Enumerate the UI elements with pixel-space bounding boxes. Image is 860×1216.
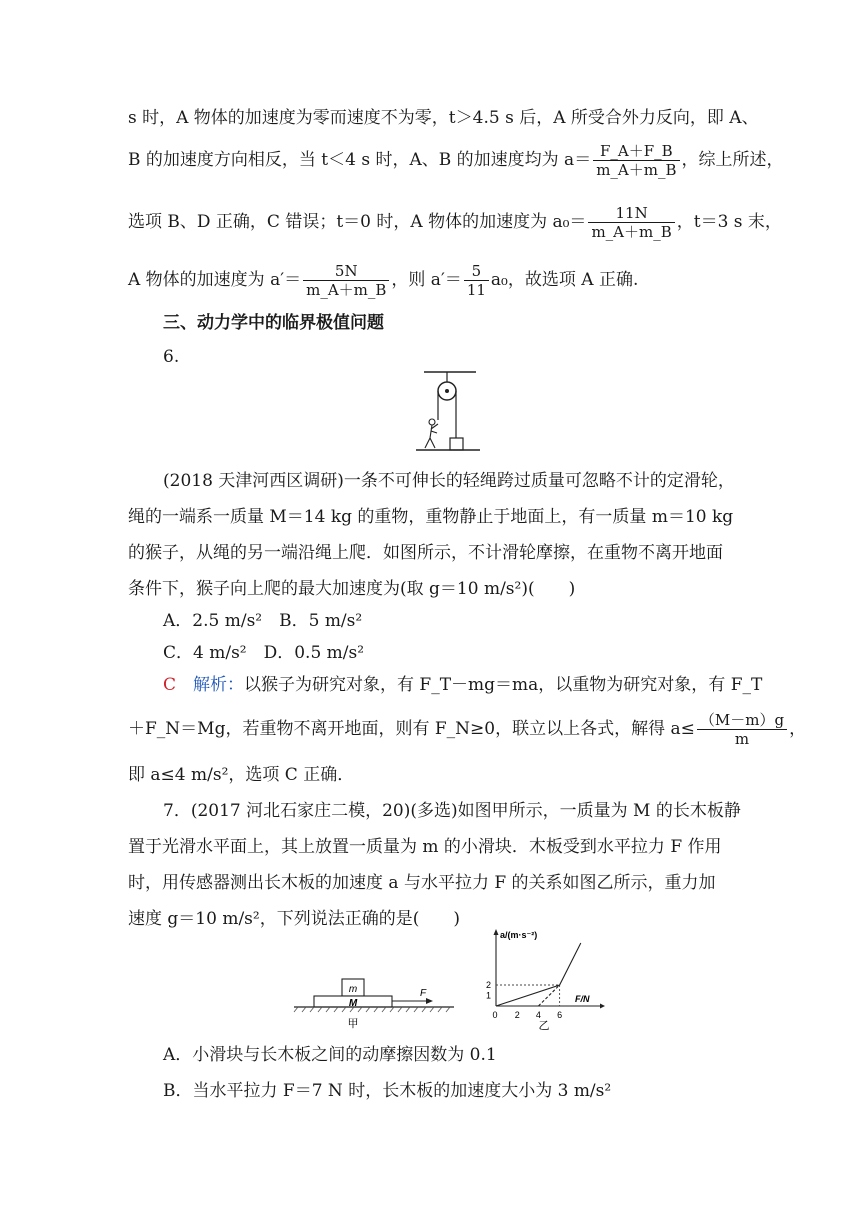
x-axis-arrow: [600, 1004, 605, 1009]
analysis-label: 解析：: [193, 675, 245, 695]
x-tick-label: 6: [557, 1010, 563, 1020]
question-6-options-cd: C．4 m/s² D．0.5 m/s²: [163, 643, 365, 663]
block-label-M: M: [348, 998, 358, 1009]
block-label-m: m: [348, 984, 358, 995]
question-6-stem-2: 绳的一端系一质量 M＝14 kg 的重物，重物静止于地面上，有一质量 m＝10 kg: [128, 507, 734, 527]
figure-jia: [290, 972, 460, 1034]
pulley-monkey-figure: [410, 368, 490, 456]
y-axis-label: a/(m·s⁻²): [500, 930, 538, 940]
question-6-solution-3: 即 a≤4 m/s²，选项 C 正确．: [128, 765, 355, 785]
section-heading: 三、动力学中的临界极值问题: [163, 313, 384, 333]
question-7-stem-4: 速度 g＝10 m/s²，下列说法正确的是( ): [128, 909, 460, 929]
answer-letter: C: [163, 675, 177, 695]
x-tick-label: 2: [514, 1010, 520, 1020]
question-6-options-ab: A．2.5 m/s² B．5 m/s²: [163, 611, 363, 631]
fraction: $\frac{5}{11}$: [464, 262, 489, 299]
question-7-option-a: A．小滑块与长木板之间的动摩擦因数为 0.1: [163, 1045, 497, 1065]
question-7-stem-3: 时，用传感器测出长木板的加速度 a 与水平拉力 F 的关系如图乙所示，重力加: [128, 873, 716, 893]
para-line-3: 选项 B、D 正确，C 错误；t＝0 时，A 物体的加速度为 a₀＝ $\frac{11N}{m\_A+m\_B}$ ，t＝3 s 末，: [128, 204, 782, 241]
question-6-stem-3: 的猴子，从绳的另一端沿绳上爬．如图所示，不计滑轮摩擦，在重物不离开地面: [128, 543, 723, 563]
question-7-stem-2: 置于光滑水平面上，其上放置一质量为 m 的小滑块．木板受到水平拉力 F 作用: [128, 837, 722, 857]
question-6-stem-4: 条件下，猴子向上爬的最大加速度为(取 g＝10 m/s²)( ): [128, 579, 576, 599]
question-6-stem-1: (2018 天津河西区调研)一条不可伸长的轻绳跨过质量可忽略不计的定滑轮，: [163, 471, 735, 491]
y-tick-label: 1: [485, 990, 491, 1001]
question-6-solution-1: C 解析：以猴子为研究对象，有 F_T－mg＝ma，以重物为研究对象，有 F_T: [163, 675, 763, 695]
question-6-solution-2: ＋F_N＝Mg，若重物不离开地面，则有 F_N≥0，联立以上各式，解得 a≤ $\frac{(M-m)g}{m}$ ，: [128, 711, 807, 748]
para-line-2: B 的加速度方向相反，当 t＜4 s 时，A、B 的加速度均为 a＝ $\frac{F\_A+F\_B}{m\_A+m\_B}$ ，综上所述，: [128, 142, 784, 179]
x-tick-label: 4: [535, 1010, 541, 1020]
fraction: $\frac{11N}{m\_A+m\_B}$: [588, 204, 674, 241]
question-7-option-b: B．当水平拉力 F＝7 N 时，长木板的加速度大小为 3 m/s²: [163, 1081, 612, 1101]
x-axis-label: F/N: [575, 994, 590, 1004]
para-line-1: s 时，A 物体的加速度为零而速度不为零，t＞4.5 s 后，A 所受合外力反向，即 A、: [128, 108, 759, 128]
origin-label: 0: [492, 1010, 498, 1020]
force-label: F: [420, 988, 427, 999]
fraction: $\frac{(M-m)g}{m}$: [697, 711, 787, 748]
figure-yi-caption: 乙: [538, 1020, 550, 1032]
fraction: $\frac{5N}{m\_A+m\_B}$: [303, 262, 389, 299]
question-7-stem-1: 7．(2017 河北石家庄二模，20)(多选)如图甲所示，一质量为 M 的长木板静: [163, 801, 741, 821]
y-axis-arrow: [494, 929, 499, 935]
fraction: $\frac{F\_A+F\_B}{m\_A+m\_B}$: [593, 142, 679, 179]
para-line-4: A 物体的加速度为 a′＝ $\frac{5N}{m\_A+m\_B}$ ，则 a′＝ $\frac{5}{11}$ a₀，故选项 A 正确.: [128, 262, 639, 299]
question-6-number: 6.: [163, 347, 180, 367]
y-tick-label: 2: [485, 980, 491, 990]
figure-jia-caption: 甲: [347, 1018, 359, 1030]
series-line-0: [496, 943, 581, 1006]
figure-yi-chart: [478, 926, 608, 1044]
